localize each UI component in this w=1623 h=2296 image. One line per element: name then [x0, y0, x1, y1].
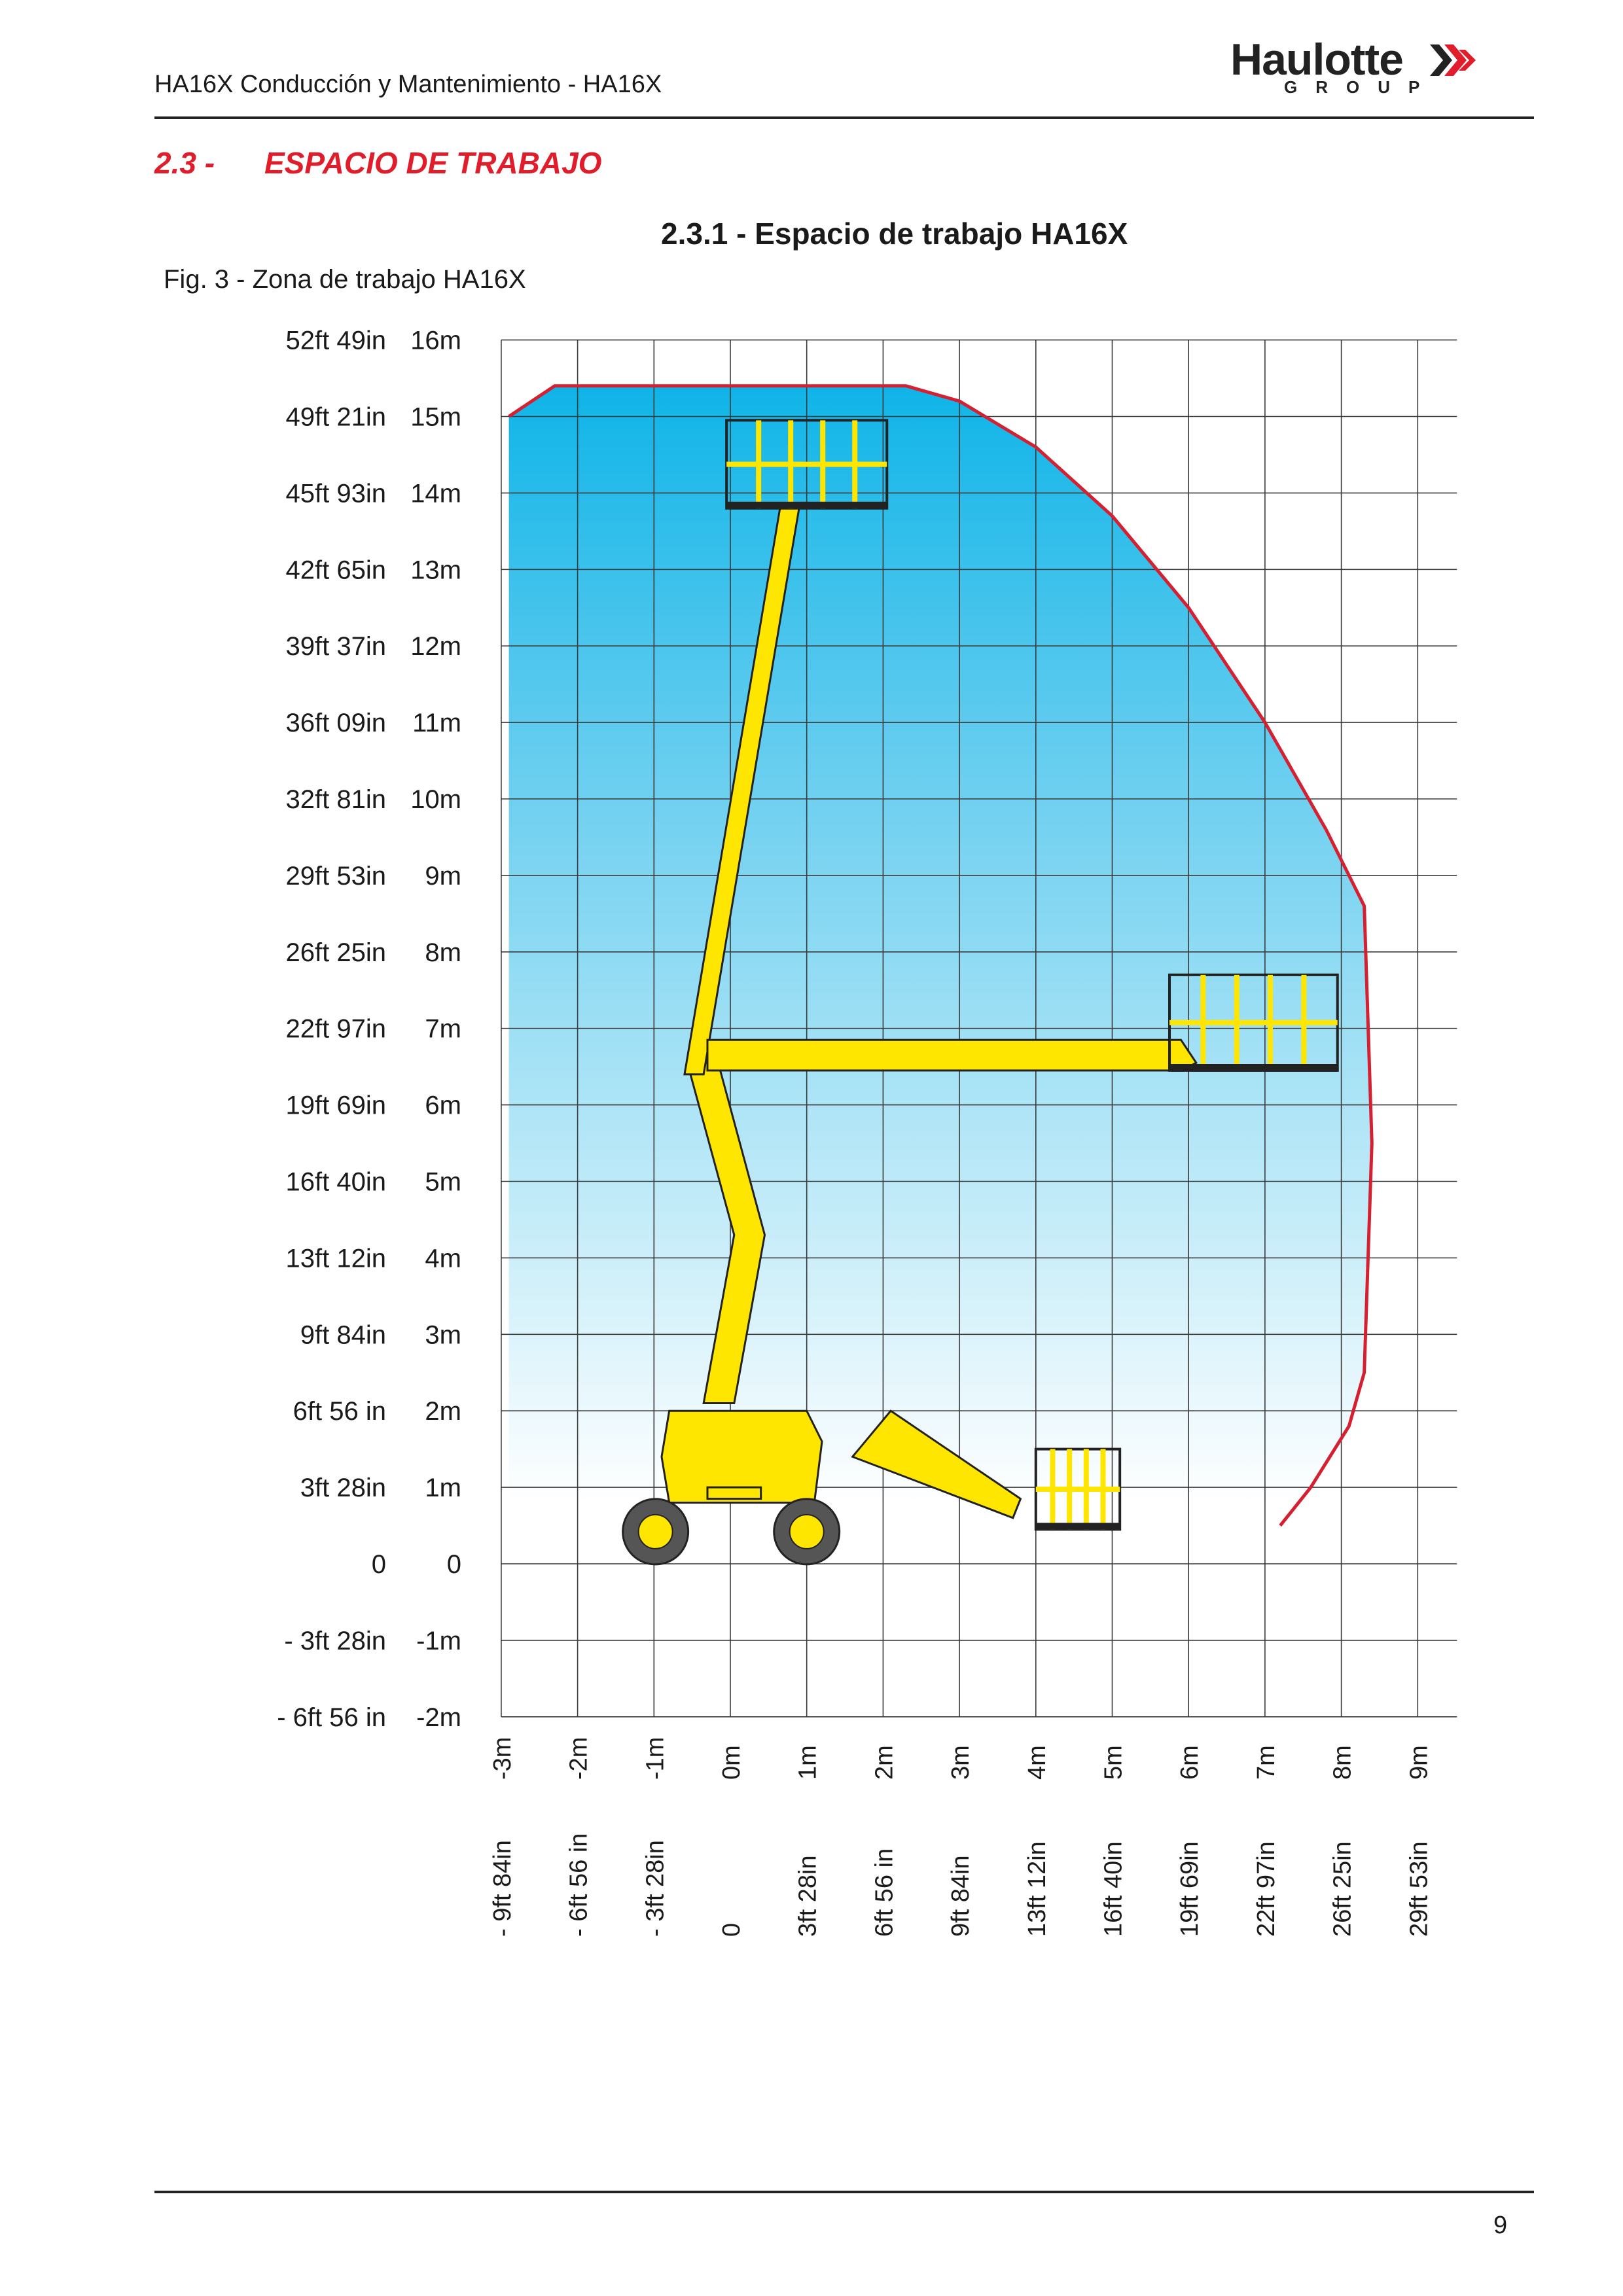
y-tick-label-m: 5m [425, 1167, 461, 1197]
y-tick-label-m: -2m [416, 1703, 461, 1732]
x-tick-label-m: 0m [718, 1745, 745, 1780]
y-tick-label-m: 6m [425, 1091, 461, 1120]
x-tick-label-m: 4m [1023, 1745, 1051, 1780]
horizontal-boom [707, 1040, 1196, 1070]
y-tick-label-m: -1m [416, 1626, 461, 1655]
x-tick-label-imperial: - 3ft 28in [641, 1840, 669, 1937]
x-tick-label-imperial: - 9ft 84in [488, 1840, 516, 1937]
y-tick-label-imperial: 13ft 12in [285, 1244, 386, 1273]
y-tick-label-m: 14m [410, 479, 461, 508]
y-tick-label-m: 9m [425, 861, 461, 891]
y-tick-label-imperial: 26ft 25in [285, 938, 386, 967]
y-tick-label-imperial: 42ft 65in [285, 556, 386, 585]
y-tick-label-m: 2m [425, 1397, 461, 1426]
section-title: ESPACIO DE TRABAJO [264, 146, 602, 180]
y-tick-label-m: 7m [425, 1014, 461, 1044]
x-tick-label-m: 1m [794, 1745, 822, 1780]
y-tick-label-imperial: 3ft 28in [300, 1474, 386, 1503]
page-number: 9 [1493, 2212, 1508, 2239]
y-tick-label-imperial: 36ft 09in [285, 709, 386, 738]
y-axis-ticks [277, 327, 461, 1732]
y-tick-label-m: 8m [425, 938, 461, 967]
x-tick-label-imperial: 16ft 40in [1099, 1841, 1128, 1937]
y-tick-label-m: 4m [425, 1244, 461, 1273]
y-tick-label-imperial: 39ft 37in [285, 632, 386, 662]
y-tick-label-m: 1m [425, 1474, 461, 1503]
y-tick-label-imperial: 22ft 97in [285, 1014, 386, 1044]
x-tick-label-imperial: - 6ft 56 in [565, 1833, 593, 1937]
y-tick-label-imperial: - 6ft 56 in [277, 1703, 386, 1732]
x-tick-label-m: 6m [1176, 1745, 1204, 1780]
y-tick-label-m: 11m [412, 709, 461, 738]
x-tick-label-m: -2m [565, 1737, 593, 1780]
wheel-hub [790, 1515, 824, 1549]
y-tick-label-m: 15m [410, 402, 461, 432]
x-tick-label-m: -1m [641, 1737, 669, 1780]
x-tick-label-imperial: 0 [718, 1922, 745, 1937]
x-tick-label-m: 7m [1252, 1745, 1280, 1780]
x-tick-label-imperial: 22ft 97in [1252, 1841, 1280, 1937]
x-tick-label-m: 5m [1099, 1745, 1128, 1780]
document-title: HA16X Conducción y Mantenimiento - HA16X [154, 71, 662, 98]
x-tick-label-imperial: 6ft 56 in [870, 1848, 899, 1937]
y-tick-label-imperial: 19ft 69in [285, 1091, 386, 1120]
wheel-hub [639, 1515, 673, 1549]
y-tick-label-imperial: 49ft 21in [285, 402, 386, 432]
y-tick-label-m: 12m [410, 632, 461, 662]
x-tick-label-m: 3m [947, 1745, 975, 1780]
section-number: 2.3 - [154, 146, 215, 180]
y-tick-label-imperial: 45ft 93in [285, 479, 386, 508]
x-tick-label-m: 8m [1329, 1745, 1357, 1780]
x-axis-ticks [489, 1737, 1433, 1937]
y-tick-label-m: 0 [446, 1550, 461, 1579]
x-tick-label-m: 2m [870, 1745, 899, 1780]
footer-rule [154, 2191, 1534, 2193]
y-tick-label-imperial: 6ft 56 in [293, 1397, 386, 1426]
y-tick-label-imperial: 32ft 81in [285, 785, 386, 814]
y-tick-label-imperial: - 3ft 28in [284, 1626, 386, 1655]
y-tick-label-m: 13m [410, 556, 461, 585]
y-tick-label-imperial: 52ft 49in [285, 326, 386, 355]
x-tick-label-imperial: 26ft 25in [1329, 1841, 1357, 1937]
y-tick-label-imperial: 29ft 53in [285, 861, 386, 891]
x-tick-label-imperial: 9ft 84in [947, 1855, 975, 1937]
x-tick-label-imperial: 13ft 12in [1023, 1841, 1051, 1937]
x-tick-label-imperial: 19ft 69in [1176, 1841, 1204, 1937]
y-tick-label-m: 10m [410, 785, 461, 814]
x-tick-label-m: 9m [1405, 1745, 1433, 1780]
y-tick-label-imperial: 9ft 84in [300, 1320, 386, 1350]
y-tick-label-m: 16m [410, 326, 461, 355]
x-tick-label-m: -3m [488, 1737, 516, 1780]
y-tick-label-m: 3m [425, 1320, 461, 1350]
machine-turret-base [707, 1487, 761, 1499]
x-tick-label-imperial: 29ft 53in [1405, 1841, 1433, 1937]
x-tick-label-imperial: 3ft 28in [794, 1855, 822, 1937]
y-tick-label-imperial: 16ft 40in [285, 1167, 386, 1197]
logo-wordmark: Haulotte [1230, 35, 1403, 84]
subsection-title: 2.3.1 - Espacio de trabajo HA16X [661, 217, 1128, 251]
y-tick-label-imperial: 0 [371, 1550, 386, 1579]
logo-group-text: GROUP [1284, 77, 1438, 97]
figure-caption: Fig. 3 - Zona de trabajo HA16X [164, 265, 526, 294]
